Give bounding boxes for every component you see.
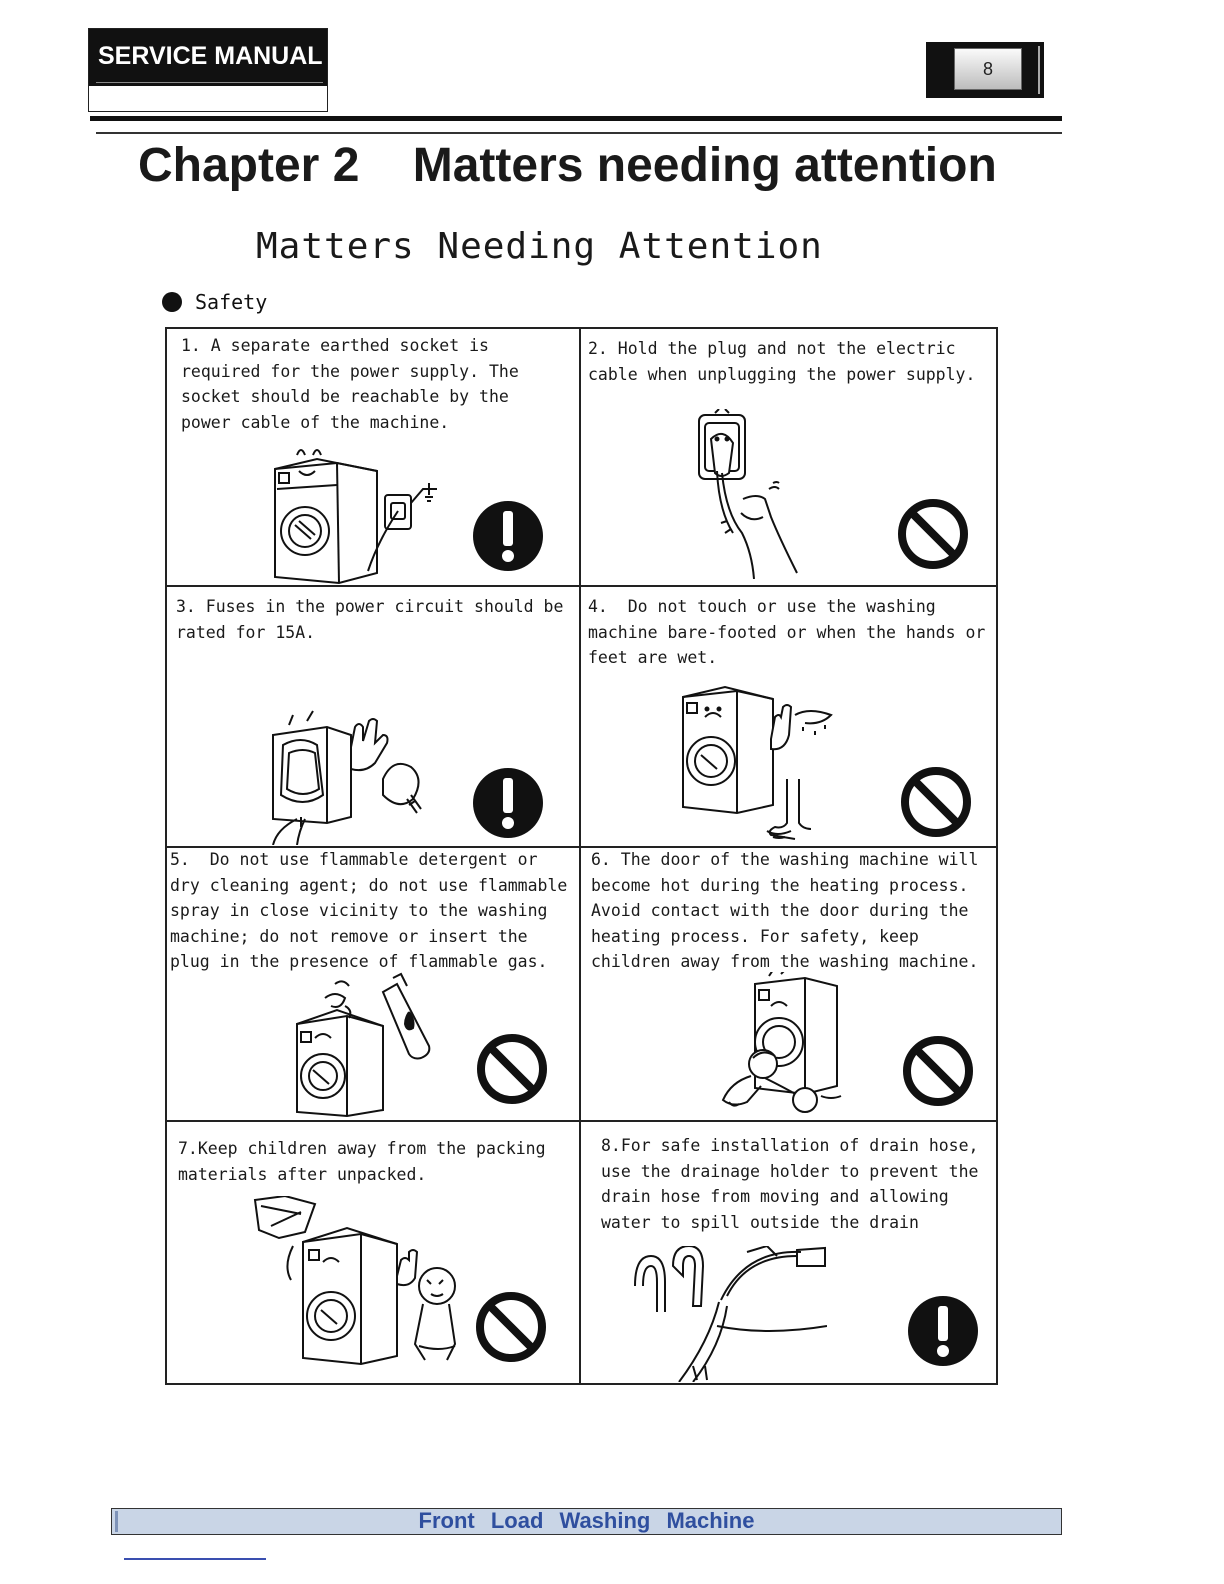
- flammable-spray-illustration: [287, 972, 452, 1117]
- washing-machine-with-socket-illustration: [267, 441, 447, 585]
- exclamation-icon: [472, 767, 544, 839]
- safety-item-5: [167, 848, 579, 1120]
- prohibition-icon: [474, 1290, 548, 1364]
- safety-item-text: 6. The door of the washing machine will become hot during the heating process. Avoid contact with the door during the heating process. For safety, keep children away from the washing machine.: [591, 850, 979, 971]
- fuse-box-with-hand-illustration: [267, 705, 432, 845]
- safety-item-7: [167, 1122, 579, 1385]
- safety-item-1: [167, 329, 579, 585]
- exclamation-icon: [472, 500, 544, 572]
- section-title: Matters Needing Attention: [256, 226, 823, 267]
- footer-banner: Front Load Washing Machine: [111, 1508, 1062, 1535]
- drain-hose-holder-illustration: [627, 1246, 827, 1382]
- safety-item-text: 5. Do not use flammable detergent or dry cleaning agent; do not use flammable spray in close vicinity to the washing machine; do not remove or insert the plug in the presence of flammable gas.: [170, 850, 568, 971]
- safety-item-text: 1. A separate earthed socket is required for the power supply. The socket should be reachable by the power cable of the machine.: [181, 336, 519, 432]
- packing-materials-child-illustration: [251, 1196, 471, 1376]
- safety-item-text: 8.For safe installation of drain hose, use the drainage holder to prevent the drain hose from moving and allowing water to spill outside the drain: [601, 1136, 979, 1232]
- safety-item-8: [581, 1122, 998, 1385]
- safety-item-2: [581, 329, 998, 585]
- safety-item-6: [581, 848, 998, 1120]
- service-manual-label: SERVICE MANUAL: [89, 29, 327, 86]
- safety-item-text: 2. Hold the plug and not the electric cable when unplugging the power supply.: [588, 339, 976, 384]
- safety-item-text: 3. Fuses in the power circuit should be rated for 15A.: [176, 597, 564, 642]
- prohibition-icon: [475, 1032, 549, 1106]
- prohibition-icon: [896, 497, 970, 571]
- service-manual-badge: [88, 28, 328, 112]
- safety-label: Safety: [195, 290, 268, 314]
- footer-underline: [124, 1558, 266, 1560]
- bullet-icon: [162, 292, 182, 312]
- safety-item-text: 7.Keep children away from the packing materials after unpacked.: [178, 1139, 546, 1184]
- safety-item-4: [581, 587, 998, 846]
- chapter-title: Chapter 2 Matters needing attention: [138, 139, 997, 192]
- wet-hand-and-feet-illustration: [677, 683, 847, 843]
- safety-heading: [162, 290, 267, 314]
- safety-grid: [165, 327, 998, 1385]
- header-rule-thin: [96, 132, 1062, 134]
- exclamation-icon: [907, 1295, 979, 1367]
- hand-pulling-plug-illustration: [691, 409, 821, 579]
- page-number: 8: [954, 48, 1022, 90]
- prohibition-icon: [899, 765, 973, 839]
- page-number-badge: [926, 42, 1044, 98]
- safety-item-3: [167, 587, 579, 846]
- prohibition-icon: [901, 1034, 975, 1108]
- safety-item-text: 4. Do not touch or use the washing machine bare-footed or when the hands or feet are wet.: [588, 597, 986, 667]
- header-rule-thick: [90, 116, 1062, 121]
- child-near-hot-door-illustration: [721, 972, 871, 1120]
